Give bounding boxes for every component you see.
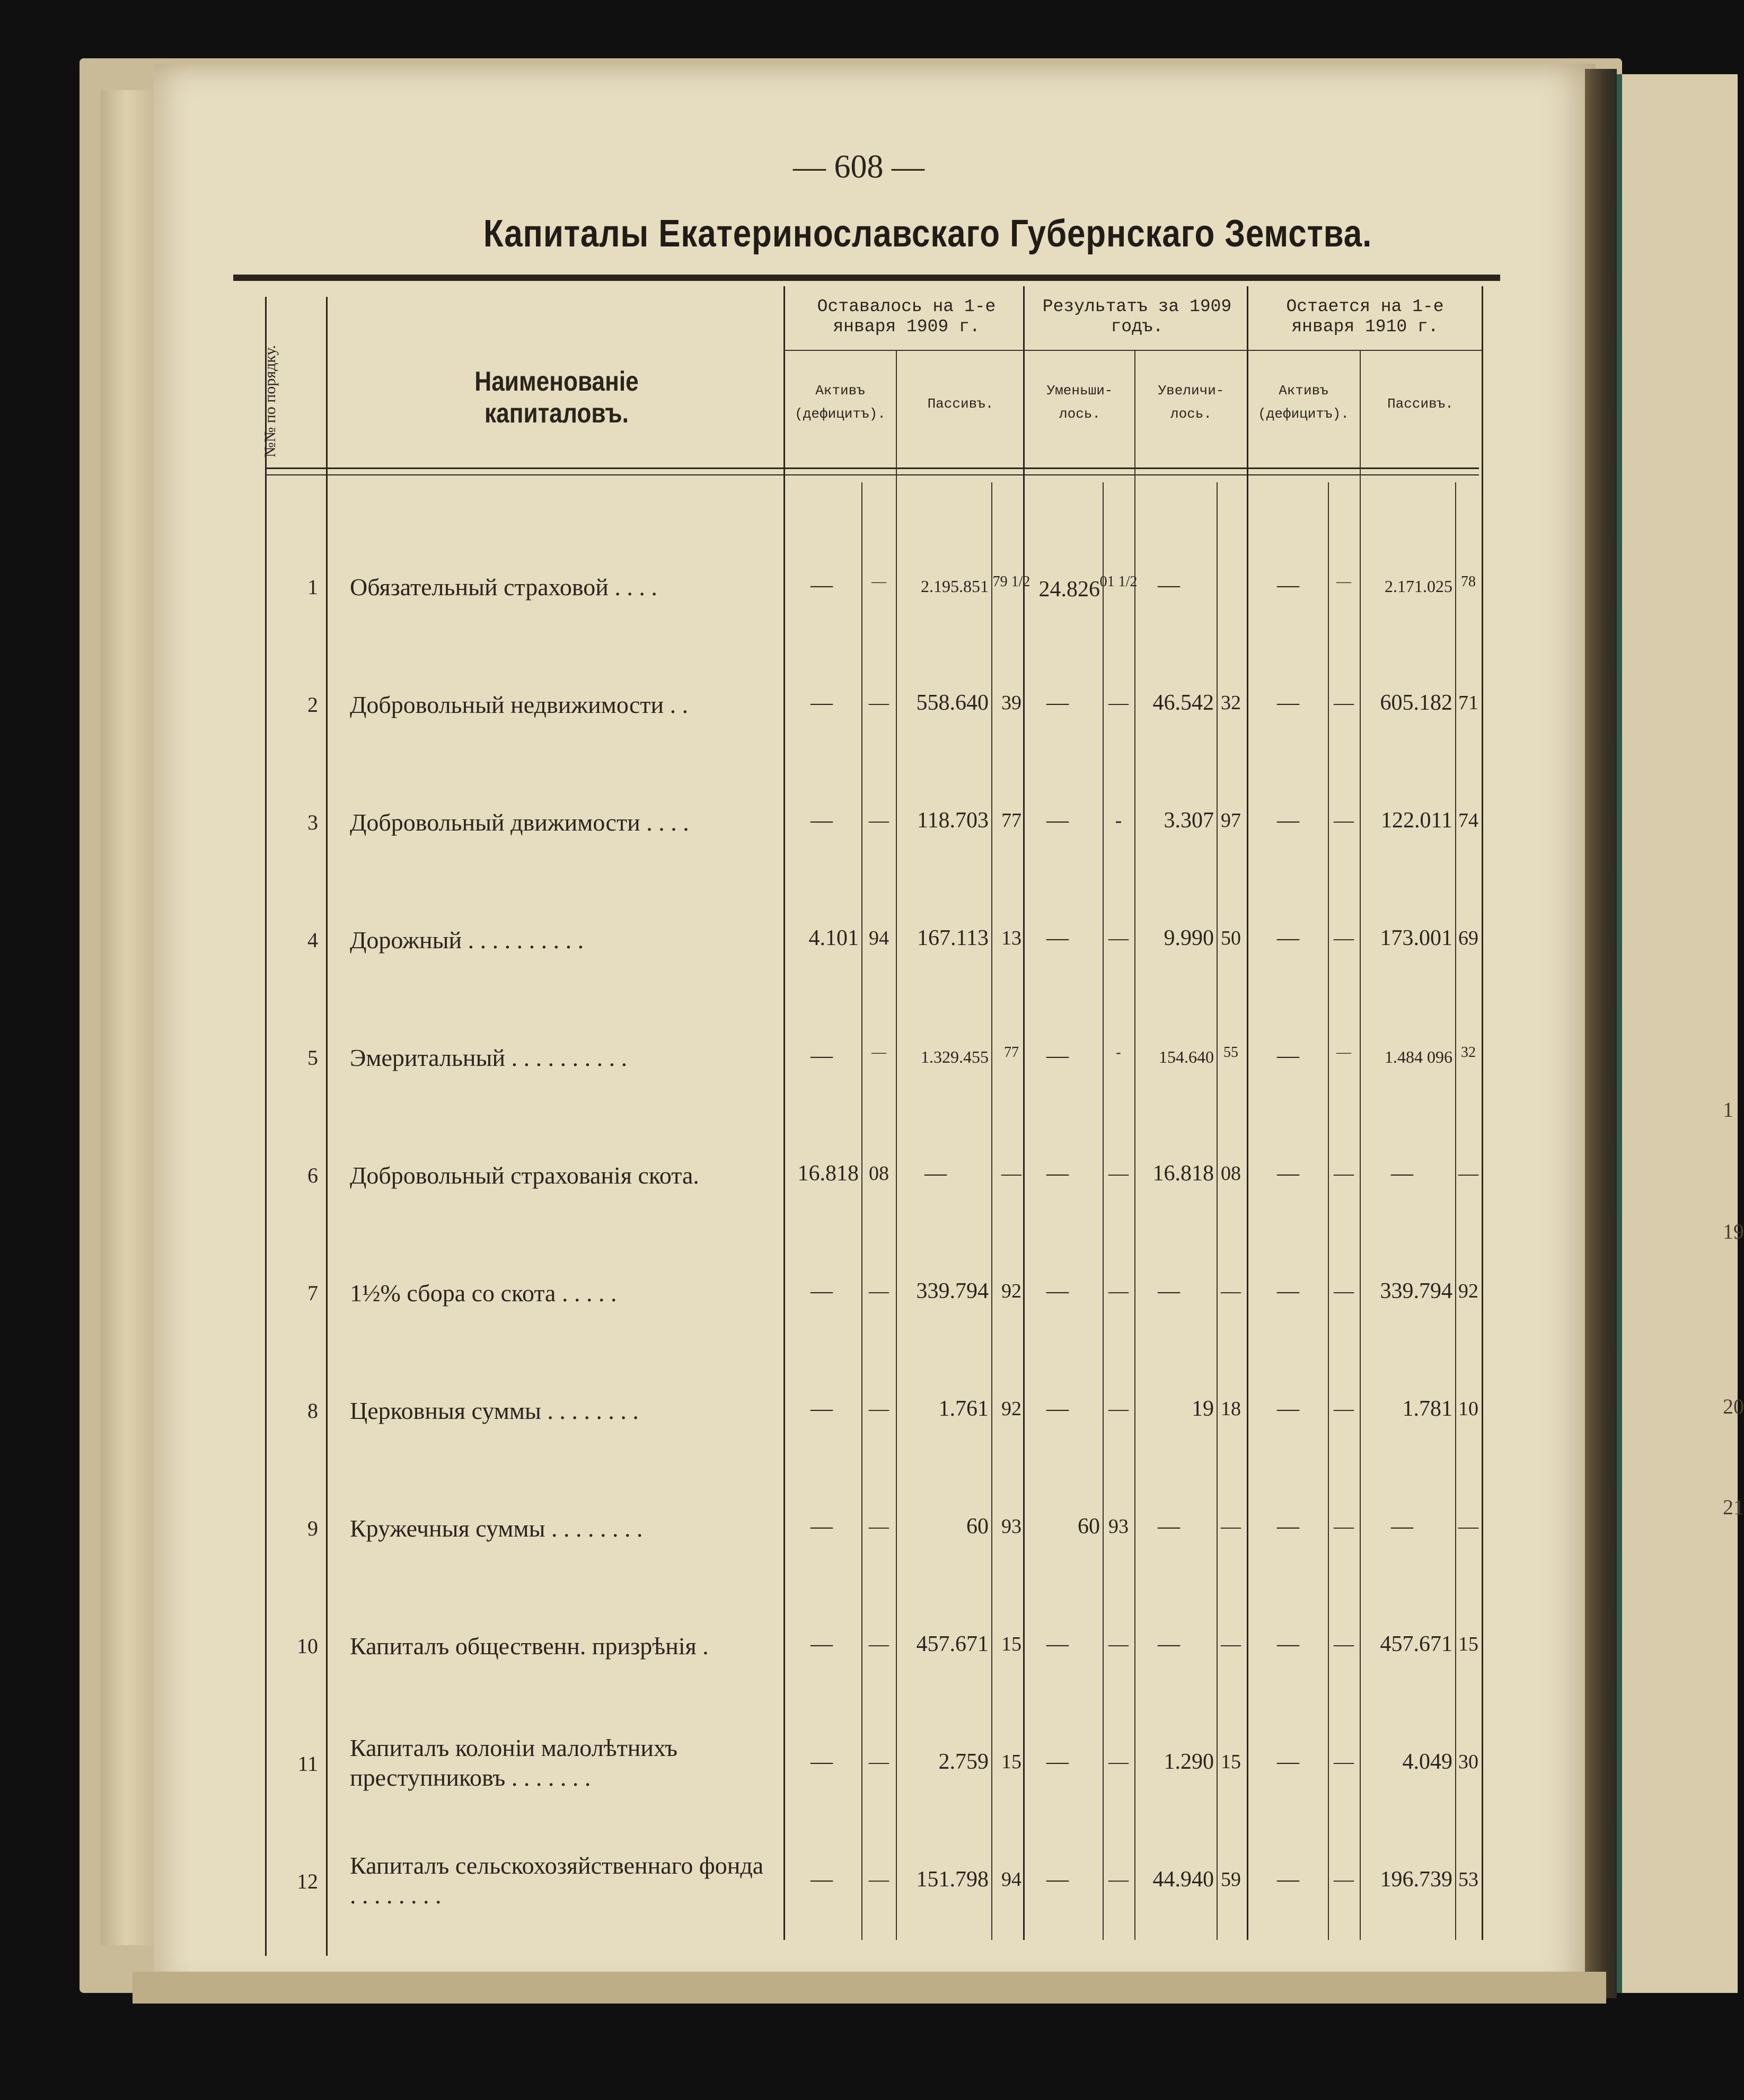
kopeks-cell: 92 [1458, 1280, 1478, 1302]
capital-name: Капиталъ общественн. призрѣнія . [350, 1633, 709, 1660]
amount-cell: 122.011 [1381, 808, 1452, 833]
amount-cell: — [811, 1397, 833, 1421]
kopeks-cell: 71 [1458, 692, 1478, 714]
sub-header: Пассивъ. [927, 396, 994, 412]
kopeks-cell: 10 [1458, 1398, 1478, 1420]
amount-cell: 60 [966, 1514, 989, 1539]
amount-cell: — [811, 1044, 833, 1068]
amount-cell: — [1158, 1279, 1180, 1303]
kopeks-cell: — [1334, 1398, 1354, 1420]
amount-cell: — [1277, 1750, 1299, 1774]
col-divider [1247, 286, 1248, 1940]
kopeks-cell: — [1458, 1162, 1478, 1185]
amount-cell: 1.329.455 [921, 1047, 989, 1066]
kopeks-cell: 15 [1001, 1751, 1021, 1773]
amount-cell: — [811, 691, 833, 715]
amount-cell: 339.794 [916, 1279, 989, 1303]
kopeks-cell: — [1221, 1280, 1241, 1302]
amount-cell: 1.761 [938, 1397, 989, 1421]
amount-cell: — [1277, 691, 1299, 715]
header-rule [265, 474, 1479, 475]
amount-cell: 1.484 096 [1385, 1047, 1452, 1066]
kopeks-cell: — [1334, 692, 1354, 714]
amount-cell: — [1277, 1279, 1299, 1303]
col-divider [1023, 286, 1025, 1940]
amount-cell: — [811, 1750, 833, 1774]
row-number: 10 [297, 1634, 318, 1658]
col-header-name: Наименованіе капиталовъ. [474, 366, 639, 429]
amount-cell: 457.671 [1380, 1632, 1452, 1656]
kopeks-cell: 08 [1221, 1162, 1241, 1185]
amount-cell: — [1277, 1044, 1299, 1068]
amount-cell: — [1158, 1632, 1180, 1656]
kopeks-cell: — [871, 1044, 886, 1061]
kopeks-cell: 18 [1221, 1398, 1241, 1420]
kopeks-cell: 92 [1001, 1398, 1021, 1420]
amount-cell: — [1046, 926, 1069, 950]
kopeks-cell: 15 [1001, 1633, 1021, 1655]
row-number: 2 [307, 693, 318, 717]
facing-page [1617, 74, 1744, 1993]
kopeks-cell: — [1108, 1280, 1129, 1302]
kopeks-cell: — [1334, 1868, 1354, 1891]
kopeks-cell: 53 [1458, 1868, 1478, 1891]
amount-cell: — [1046, 1750, 1069, 1774]
row-number: 5 [307, 1046, 318, 1070]
capital-name: Кружечныя суммы . . . . . . . . [350, 1515, 643, 1542]
group-underline [783, 350, 1482, 351]
group-header: Остается на 1-е января 1910 г. [1286, 297, 1444, 337]
kopeks-cell: 13 [1001, 927, 1021, 949]
kopeks-cell: 93 [1108, 1515, 1129, 1538]
kopeks-cell: — [1334, 1751, 1354, 1773]
kopeks-cell: 69 [1458, 927, 1478, 949]
capital-name: Капиталъ сельскохозяйственнаго фонда . . . . . . . . [350, 1852, 764, 1909]
row-number: 8 [307, 1399, 318, 1423]
sub-header: Пассивъ. [1387, 396, 1454, 412]
amount-cell: 154.640 [1159, 1047, 1214, 1066]
capital-name: 1½% сбора со скота . . . . . [350, 1280, 617, 1307]
amount-cell: — [1046, 1867, 1069, 1892]
kopeks-cell: — [869, 692, 889, 714]
row-number: 4 [307, 928, 318, 952]
capital-name: Церковныя суммы . . . . . . . . [350, 1397, 639, 1424]
row-number: 3 [307, 810, 318, 834]
kopeks-cell: — [1001, 1162, 1021, 1185]
amount-cell: — [1046, 1632, 1069, 1656]
kopeks-cell: 15 [1458, 1633, 1478, 1655]
kopeks-cell: - [1116, 1044, 1121, 1061]
sub-header: Увеличи- лось. [1158, 383, 1225, 422]
kopeks-cell: — [869, 1398, 889, 1420]
kopeks-cell: — [869, 1515, 889, 1538]
amount-cell: — [1277, 1161, 1299, 1186]
amount-cell: 2.759 [938, 1750, 989, 1774]
kopeks-cell: — [1334, 1162, 1354, 1185]
kopeks-cell: 77 [1001, 809, 1021, 832]
sub-header: Активъ (дефицитъ). [795, 383, 886, 422]
amount-cell: — [1277, 926, 1299, 950]
amount-cell: 558.640 [916, 691, 989, 715]
kopeks-cell: 39 [1001, 692, 1021, 714]
amount-cell: 2.195.851 [921, 577, 989, 596]
page-title: Капиталы Екатеринославскаго Губернскаго Земства. [483, 213, 1372, 255]
amount-cell: 167.113 [917, 926, 989, 950]
amount-cell: — [1046, 1044, 1069, 1068]
row-number: 7 [307, 1281, 318, 1305]
amount-cell: 4.101 [808, 926, 859, 950]
kopeks-cell: 94 [869, 927, 889, 949]
kopeks-cell: — [1334, 809, 1354, 832]
page-bottom-edge [133, 1972, 1606, 2004]
table-right-border [1482, 286, 1483, 1940]
kopeks-cell: — [1334, 927, 1354, 949]
amount-cell: — [1277, 573, 1299, 597]
kopeks-cell: 08 [869, 1162, 889, 1185]
kopeks-cell: 15 [1221, 1751, 1241, 1773]
capital-name: Эмеритальный . . . . . . . . . . [350, 1044, 628, 1071]
col-divider [783, 286, 785, 1940]
amount-cell: 457.671 [916, 1632, 989, 1656]
amount-cell: — [924, 1161, 947, 1186]
row-number: 1 [307, 575, 318, 599]
kopeks-cell: 92 [1001, 1280, 1021, 1302]
facing-page-number: 1 [1723, 1098, 1733, 1122]
amount-cell: — [1391, 1161, 1413, 1186]
amount-cell: 173.001 [1380, 926, 1452, 950]
col-divider [326, 297, 328, 1956]
amount-cell: 46.542 [1152, 691, 1214, 715]
kopeks-cell: — [1334, 1280, 1354, 1302]
facing-page-number: 19 [1723, 1220, 1744, 1243]
amount-cell: — [811, 1279, 833, 1303]
page-number: — 608 — [793, 149, 924, 185]
amount-cell: — [1277, 808, 1299, 833]
facing-page-number: 21 [1723, 1495, 1744, 1519]
amount-cell: 16.818 [1152, 1161, 1214, 1186]
capital-name: Добровольный движимости . . . . [350, 809, 689, 836]
col-header-num: №№ по порядку. [261, 345, 279, 458]
kopeks-cell: 74 [1458, 809, 1478, 832]
amount-cell: 339.794 [1380, 1279, 1452, 1303]
kopeks-cell: — [1108, 1751, 1129, 1773]
amount-cell: — [1158, 1514, 1180, 1539]
amount-cell: 19 [1192, 1397, 1214, 1421]
row-number: 12 [297, 1869, 318, 1893]
kopeks-cell: 32 [1461, 1044, 1476, 1061]
kopeks-cell: — [1334, 1515, 1354, 1538]
kopeks-cell: — [869, 1751, 889, 1773]
kopeks-cell: 79 1/2 [992, 573, 1030, 590]
amount-cell: 4.049 [1402, 1750, 1452, 1774]
row-number: 6 [307, 1163, 318, 1187]
capital-name: Капиталъ колоніи малолѣтнихъ преступниковъ . . . . . . . [350, 1734, 677, 1791]
amount-cell: 196.739 [1380, 1867, 1452, 1892]
kopeks-cell: 55 [1223, 1044, 1238, 1061]
amount-cell: — [1277, 1632, 1299, 1656]
kopeks-cell: 94 [1001, 1868, 1021, 1891]
kopeks-cell: — [1336, 1044, 1351, 1061]
kopeks-cell: — [1221, 1633, 1241, 1655]
kopeks-cell: 01 1/2 [1099, 573, 1138, 590]
book-spine [1585, 69, 1617, 1998]
amount-cell: 1.290 [1164, 1750, 1214, 1774]
kopeks-cell: — [1336, 573, 1351, 590]
capital-name: Добровольный страхованія скота. [350, 1162, 699, 1189]
kopeks-cell: 59 [1221, 1868, 1241, 1891]
group-header: Оставалось на 1-е января 1909 г. [817, 297, 996, 337]
amount-cell: 24.826 [1038, 577, 1100, 602]
kopeks-cell: 97 [1221, 809, 1241, 832]
amount-cell: — [811, 1514, 833, 1539]
table-top-rule [233, 275, 1500, 281]
kopeks-cell: — [869, 1280, 889, 1302]
kopeks-cell: — [1108, 692, 1129, 714]
sub-header: Активъ (дефицитъ). [1258, 383, 1349, 422]
header-rule [265, 467, 1479, 469]
amount-cell: 151.798 [916, 1867, 989, 1892]
amount-cell: — [1391, 1514, 1413, 1539]
amount-cell: — [1277, 1514, 1299, 1539]
amount-cell: 44.940 [1152, 1867, 1214, 1892]
amount-cell: 605.182 [1380, 691, 1452, 715]
kopeks-cell: 78 [1461, 573, 1476, 590]
amount-cell: — [1046, 1161, 1069, 1186]
amount-cell: — [811, 573, 833, 597]
amount-cell: 1.781 [1402, 1397, 1452, 1421]
row-number: 11 [297, 1752, 318, 1776]
amount-cell: — [1158, 573, 1180, 597]
kopeks-cell: 77 [1004, 1044, 1019, 1061]
capital-name: Дорожный . . . . . . . . . . [350, 927, 584, 954]
kopeks-cell: — [1108, 1868, 1129, 1891]
kopeks-cell: — [1108, 1633, 1129, 1655]
amount-cell: — [1277, 1867, 1299, 1892]
capital-name: Обязательный страховой . . . . [350, 573, 657, 601]
amount-cell: — [1046, 691, 1069, 715]
row-number: 9 [307, 1516, 318, 1540]
kopeks-cell: — [1334, 1633, 1354, 1655]
sub-header: Уменьши- лось. [1046, 383, 1113, 422]
amount-cell: 16.818 [797, 1161, 859, 1186]
kopeks-cell: — [1221, 1515, 1241, 1538]
kopeks-cell: 50 [1221, 927, 1241, 949]
amount-cell: — [811, 1867, 833, 1892]
kopeks-cell: — [869, 809, 889, 832]
amount-cell: — [1277, 1397, 1299, 1421]
kopeks-cell: — [1108, 1162, 1129, 1185]
kopeks-cell: — [869, 1633, 889, 1655]
amount-cell: 3.307 [1164, 808, 1214, 833]
kopeks-cell: — [869, 1868, 889, 1891]
amount-cell: — [811, 808, 833, 833]
group-header: Результатъ за 1909 годъ. [1042, 297, 1232, 337]
kopeks-cell: - [1115, 809, 1122, 832]
kopeks-cell: 32 [1221, 692, 1241, 714]
document-page [154, 64, 1596, 1993]
amount-cell: — [1046, 1279, 1069, 1303]
kopeks-cell: 93 [1001, 1515, 1021, 1538]
facing-page-number: 20 [1723, 1395, 1744, 1418]
amount-cell: 2.171.025 [1385, 577, 1452, 596]
table-left-border [265, 297, 267, 1956]
kopeks-cell: — [871, 573, 886, 590]
kopeks-cell: 30 [1458, 1751, 1478, 1773]
amount-cell: — [811, 1632, 833, 1656]
amount-cell: — [1046, 1397, 1069, 1421]
capital-name: Добровольный недвижимости . . [350, 691, 689, 718]
kopeks-cell: — [1108, 1398, 1129, 1420]
kopeks-cell: — [1108, 927, 1129, 949]
amount-cell: 118.703 [917, 808, 989, 833]
kopeks-cell: — [1458, 1515, 1478, 1538]
amount-cell: 9.990 [1164, 926, 1214, 950]
amount-cell: 60 [1078, 1514, 1100, 1539]
amount-cell: — [1046, 808, 1069, 833]
